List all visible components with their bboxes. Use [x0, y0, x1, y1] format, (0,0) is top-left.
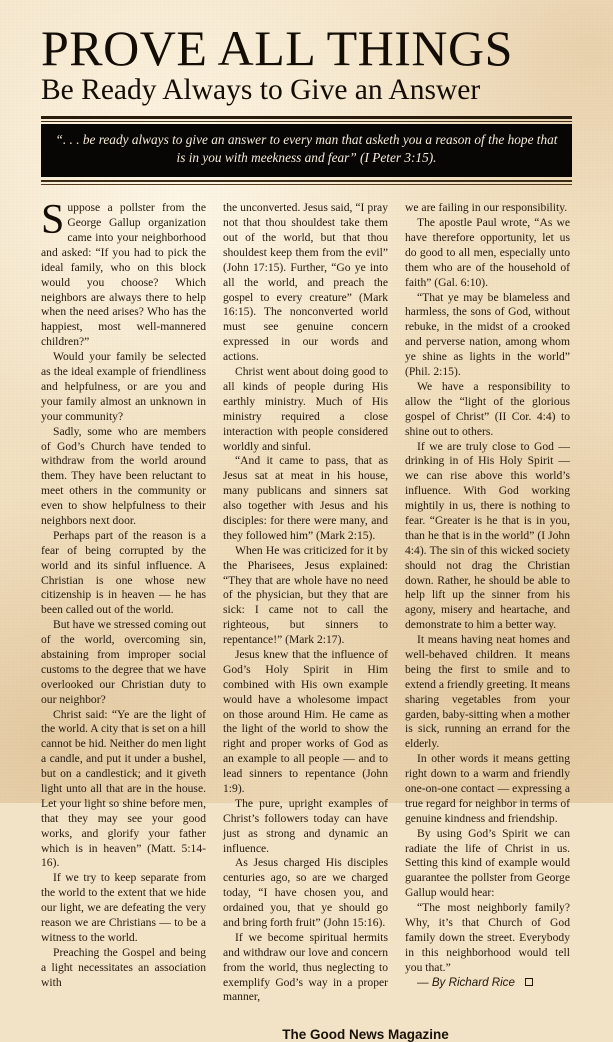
paragraph: Suppose a pollster from the George Gallup organization came into your neighborhood and asked: “If you had to pick the ideal family, who on this block would you choose? Which neighbors are always there to help when the need arises? Who has the happiest, most well-mannered children?”: [41, 197, 206, 349]
paragraph: We have a responsibility to allow the “light of the glorious gospel of Christ” (II Cor. 4:4) to shine out to others.: [405, 379, 570, 438]
end-of-article-mark: [525, 978, 533, 986]
paragraph: “The most neighborly family? Why, it’s that Church of God family down the street. Everybody in this neighborhood would tell you that.”: [405, 901, 570, 974]
article-column-1: [41, 197, 206, 990]
paragraph: It means having neat homes and well-behaved children. It means being the first to smile and to extend a friendly greeting. It means sharing vegetables from your garden, baby-sitting when a mother is sick, running an errand for the elderly.: [405, 633, 570, 751]
paragraph: Sadly, some who are members of God’s Church have tended to withdraw from the world around them. They have been reluctant to meet others in the community or even to show helpfulness to their neighbors next door.: [41, 424, 206, 527]
paragraph: By using God’s Spirit we can radiate the life of Christ in us. Setting this kind of example would guarantee the pollster from George Gallup would hear:: [405, 826, 570, 900]
banner-rule-lower-thin: [41, 184, 572, 185]
paragraph: “And it came to pass, that as Jesus sat at meat in his house, many publicans and sinners sat also together with Jesus and his disciples: for there were many, and they followed him” (Mark 2:15).: [223, 454, 388, 542]
pull-quote-banner: “. . . be ready always to give an answer to every man that asketh you a reason of the hope that is in you with meekness and fear” (I Peter 3:15).: [41, 124, 572, 178]
paragraph: Christ went about doing good to all kinds of people during His earthly ministry. Much of His ministry required a close interaction with people considered worldly and sinful.: [223, 365, 388, 453]
paragraph: When He was criticized for it by the Pharisees, Jesus explained: “They that are whole have no need of the physician, but they that are sick: I came not to call the righteous, but sinners to repentance!” (Mark 2:17).: [223, 543, 388, 647]
paragraph: But have we stressed coming out of the world, overcoming sin, abstaining from improper social customs to the degree that we have overlooked our Christian duty to our neighbor?: [41, 618, 206, 706]
publication-footer: The Good News Magazine: [282, 1027, 449, 1042]
paragraph: “That ye may be blameless and harmless, the sons of God, without rebuke, in the midst of a crooked and perverse nation, among whom ye shine as lights in the world” (Phil. 2:15).: [405, 290, 570, 379]
paragraph: we are failing in our responsibility.: [405, 201, 568, 215]
article-column-3: [405, 201, 570, 990]
paragraph: the unconverted. Jesus said, “I pray not that thou shouldest take them out of the world, but that thou shouldest keep them from the evil” (John 17:15). Further, “Go ye into all the world, and preach the gospel to every creature” (Mark 16:15). The nonconverted world must see genuine concern expressed in our words and actions.: [223, 201, 388, 364]
paragraph: Preaching the Gospel and being a light necessitates an association with: [41, 945, 206, 989]
article-subheadline: Be Ready Always to Give an Answer: [41, 74, 481, 106]
paragraph: The apostle Paul wrote, “As we have therefore opportunity, let us do good to all men, especially unto them who are of the household of faith” (Gal. 6:10).: [405, 216, 570, 289]
article-body-columns: [41, 197, 572, 1005]
masthead-rule-thick: [41, 116, 572, 119]
paragraph: Christ said: “Ye are the light of the world. A city that is set on a hill cannot be hid. Neither do men light a candle, and put it under a bushel, but on a candlestick; and it giveth light unto all that are in the house. Let your light so shine before men, that they may see your good works, and glorify your father which is in heaven” (Matt. 5:14-16).: [41, 707, 206, 870]
byline-text: — By Richard Rice: [417, 975, 515, 989]
paragraph: In other words it means getting right down to a warm and friendly one-on-one contact — expressing a true regard for neighbor in terms of genuine kindness and friendship.: [405, 752, 570, 825]
paragraph: The pure, upright examples of Christ’s followers today can have just as strong and dynamic an influence.: [223, 796, 388, 855]
article-headline: PROVE ALL THINGS: [41, 20, 513, 76]
paragraph: If we try to keep separate from the world to the extent that we hide our light, we are defeating the very reason we are Christians — to be a witness to the world.: [41, 871, 206, 944]
masthead-rule-thin: [41, 121, 572, 122]
paragraph: If we are truly close to God — drinking in of His Holy Spirit — we can rise above this world’s influence. With God working mightily in us, there is nothing to fear. “Greater is he that is in you, than he that is in the world” (I John 4:4). The sin of this wicked society should not drag the Christian down. Rather, he should be able to help lift up the sinner from his agony, misery and heartache, and demonstrate to him a better way.: [405, 439, 570, 632]
article-byline: [405, 976, 570, 991]
article-column-2: [223, 201, 388, 1005]
paragraph: Would your family be selected as the ideal example of friendliness and helpfulness, or are you and your family almost an unknown in your community?: [41, 350, 206, 423]
paragraph: Perhaps part of the reason is a fear of being corrupted by the world and its sinful influence. A Christian is one whose new citizenship is in heaven — he has been called out of the world.: [41, 528, 206, 617]
paragraph: As Jesus charged His disciples centuries ago, so are we charged today, “I have chosen you, and ordained you, that ye should go and bring forth fruit” (John 15:16).: [223, 856, 388, 929]
paragraph: If we become spiritual hermits and withdraw our love and concern from the world, thus neglecting to exemplify God’s way in a proper manner,: [223, 930, 388, 1004]
banner-rule-lower-thick: [41, 180, 572, 182]
paragraph: Jesus knew that the influence of God’s Holy Spirit in Him combined with His own example would have a wholesome impact on those around Him. He came as the light of the world to show the right and proper works of God as an example to all people — and to lead sinners to repentance (John 1:9).: [223, 647, 388, 795]
